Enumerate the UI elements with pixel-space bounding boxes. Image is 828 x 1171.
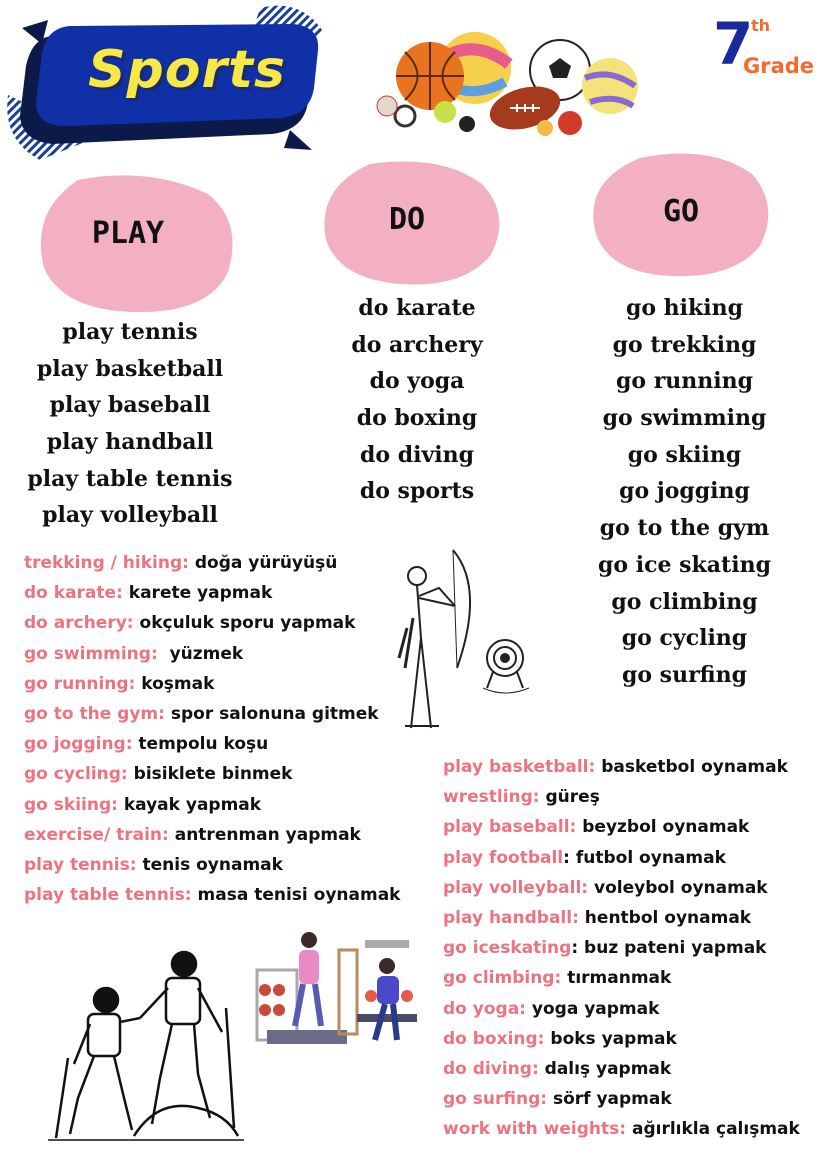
- play-blob: [38, 172, 238, 314]
- vocab-meaning: yüzmek: [157, 643, 244, 664]
- vocab-term: go cycling:: [24, 764, 128, 785]
- vocab-row: [24, 759, 400, 789]
- vocab-term: do karate:: [24, 583, 123, 604]
- vocab-term: trekking / hiking:: [24, 553, 189, 573]
- title-banner: [0, 0, 340, 170]
- vocab-term: play volleyball:: [443, 877, 589, 898]
- list-item: do sports: [359, 478, 475, 505]
- vocab-row: [443, 994, 800, 1024]
- list-item: go trekking: [612, 331, 757, 358]
- go-column: [592, 290, 777, 694]
- vocab-list-right: [443, 752, 800, 1144]
- list-item: play baseball: [49, 392, 211, 419]
- vocab-meaning: yoga yapmak: [525, 998, 660, 1019]
- vocab-meaning: sörf yapmak: [547, 1089, 672, 1110]
- list-item: go jogging: [619, 478, 750, 505]
- gym-illustration: [247, 930, 422, 1055]
- list-item: play handball: [46, 429, 214, 456]
- do-blob: [322, 158, 504, 286]
- list-item: do archery: [351, 331, 483, 358]
- vocab-meaning: : futbol oynamak: [563, 847, 726, 868]
- vocab-term: go climbing:: [443, 968, 562, 989]
- vocab-meaning: kayak yapmak: [117, 794, 262, 815]
- vocab-meaning: bisiklete binmek: [127, 764, 293, 785]
- vocab-row: [443, 1084, 800, 1114]
- vocab-row: [443, 1114, 800, 1144]
- vocab-row: [443, 873, 800, 903]
- play-column: [20, 314, 240, 534]
- list-item: go cycling: [621, 625, 748, 652]
- vocab-row: [443, 903, 800, 933]
- vocab-row: [24, 608, 400, 638]
- do-heading: DO: [388, 202, 426, 237]
- vocab-term: go to the gym:: [24, 703, 165, 724]
- vocab-term: go running:: [24, 673, 136, 694]
- vocab-meaning: karete yapmak: [122, 583, 273, 604]
- vocab-meaning: güreş: [539, 787, 600, 808]
- grade-badge: [705, 10, 820, 85]
- go-blob: [590, 150, 772, 278]
- vocab-meaning: koşmak: [135, 673, 215, 694]
- archer-illustration: [395, 548, 535, 740]
- page-title: Sports: [88, 40, 286, 100]
- vocab-term: go surfing:: [443, 1089, 548, 1110]
- grade-suffix: th: [751, 16, 771, 35]
- vocab-row: [24, 880, 400, 910]
- vocab-term: go jogging:: [24, 734, 133, 755]
- list-item: do karate: [358, 295, 476, 321]
- grade-word: Grade: [743, 54, 815, 78]
- vocab-term: play table tennis:: [24, 885, 192, 906]
- vocab-term: go swimming:: [24, 643, 158, 664]
- vocab-row: [443, 752, 800, 782]
- vocab-meaning: spor salonuna gitmek: [164, 703, 379, 724]
- play-heading: PLAY: [91, 216, 165, 251]
- vocab-row: [24, 820, 400, 850]
- vocab-meaning: antrenman yapmak: [168, 824, 361, 845]
- vocab-row: [443, 782, 800, 812]
- vocab-meaning: voleybol oynamak: [588, 877, 768, 898]
- list-item: go climbing: [611, 588, 758, 615]
- vocab-term: play baseball:: [443, 817, 577, 838]
- vocab-term: exercise/ train:: [24, 824, 169, 845]
- vocab-term: do archery:: [24, 613, 134, 634]
- vocab-row: [443, 843, 800, 873]
- list-item: go hiking: [625, 295, 744, 321]
- vocab-term: play tennis:: [24, 854, 137, 875]
- vocab-term: play handball:: [443, 907, 579, 928]
- vocab-term: do yoga:: [443, 998, 526, 1019]
- vocab-row: [24, 729, 400, 759]
- go-heading: GO: [662, 194, 700, 229]
- vocab-meaning: : buz pateni yapmak: [571, 938, 767, 959]
- hikers-illustration: [48, 948, 244, 1144]
- grade-number: 7: [713, 10, 754, 78]
- vocab-row: [24, 790, 400, 820]
- vocab-meaning: boks yapmak: [544, 1028, 677, 1049]
- list-item: do diving: [360, 441, 474, 468]
- vocab-meaning: basketbol oynamak: [595, 757, 788, 777]
- vocab-term: go iceskating: [443, 938, 572, 959]
- vocab-term: play basketball:: [443, 757, 596, 777]
- vocab-row: [443, 812, 800, 842]
- list-item: do yoga: [369, 368, 465, 395]
- vocab-row: [24, 850, 400, 880]
- do-column: [322, 290, 512, 510]
- vocab-term: do diving:: [443, 1058, 539, 1079]
- vocab-meaning: hentbol oynamak: [578, 907, 752, 928]
- vocab-row: [24, 639, 400, 669]
- list-item: play basketball: [36, 355, 224, 382]
- list-item: go to the gym: [599, 515, 770, 542]
- list-item: play tennis: [62, 319, 198, 345]
- vocab-term: do boxing:: [443, 1028, 545, 1049]
- list-item: play table tennis: [27, 465, 233, 492]
- vocab-row: [24, 669, 400, 699]
- vocab-term: go skiing:: [24, 794, 118, 815]
- list-item: play volleyball: [42, 502, 218, 529]
- list-item: go swimming: [602, 405, 767, 432]
- sports-balls-illustration: [375, 28, 655, 138]
- vocab-meaning: ağırlıkla çalışmak: [626, 1119, 800, 1140]
- vocab-list-left: [24, 548, 400, 910]
- vocab-row: [443, 963, 800, 993]
- vocab-row: [24, 699, 400, 729]
- vocab-meaning: doğa yürüyüşü: [188, 553, 338, 573]
- list-item: go ice skating: [598, 551, 771, 578]
- vocab-meaning: masa tenisi oynamak: [191, 885, 401, 906]
- list-item: do boxing: [356, 405, 478, 432]
- vocab-row: [443, 1024, 800, 1054]
- vocab-meaning: tempolu koşu: [132, 734, 269, 755]
- vocab-row: [443, 1054, 800, 1084]
- list-item: go surfing: [621, 661, 748, 688]
- vocab-term: work with weights:: [443, 1119, 627, 1140]
- vocab-row: [443, 933, 800, 963]
- vocab-meaning: dalış yapmak: [538, 1058, 672, 1079]
- vocab-meaning: beyzbol oynamak: [576, 817, 750, 838]
- list-item: go skiing: [627, 441, 742, 468]
- vocab-term: play football: [443, 847, 564, 868]
- vocab-meaning: tenis oynamak: [136, 854, 283, 875]
- vocab-row: [24, 548, 400, 578]
- vocab-row: [24, 578, 400, 608]
- vocab-meaning: okçuluk sporu yapmak: [133, 613, 356, 634]
- vocab-meaning: tırmanmak: [561, 968, 672, 989]
- vocab-term: wrestling:: [443, 787, 540, 808]
- list-item: go running: [615, 368, 754, 395]
